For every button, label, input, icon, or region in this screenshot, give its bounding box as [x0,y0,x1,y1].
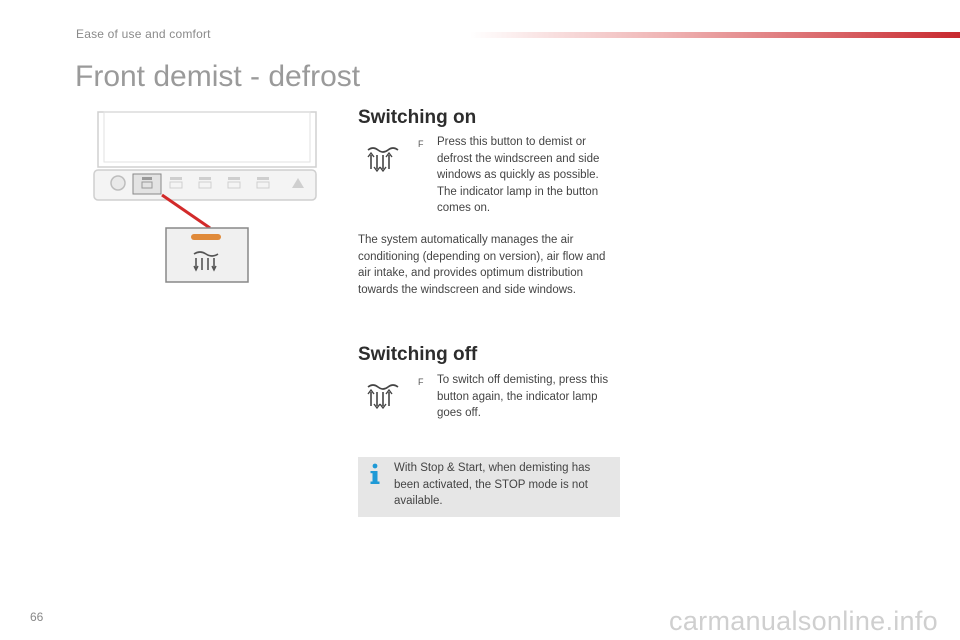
system-description: The system automatically manages the air conditioning (depending on version), air flow and air intake, and provides optimum distribution towards the windscreen and side windows. [358,234,606,296]
bullet-marker: F [418,377,424,387]
info-note-text: With Stop & Start, when demisting has been activated, the STOP mode is not available. [394,462,591,507]
watermark: carmanualsonline.info [669,606,938,636]
bullet-marker: F [418,139,424,149]
page-number: 66 [30,610,44,624]
info-icon [369,463,381,485]
switching-on-instruction: Press this button to demist or defrost the windscreen and side windows as quickly as possible. The indicator lamp in the button comes on. [437,136,600,214]
page-title: Front demist - defrost [75,60,361,93]
control-panel-illustration [90,110,330,290]
section-header: Ease of use and comfort [76,27,211,41]
switching-off-heading: Switching off [358,344,478,365]
info-note [358,457,620,517]
switching-on-heading: Switching on [358,107,477,128]
switching-off-instruction: To switch off demisting, press this button again, the indicator lamp goes off. [437,374,609,419]
header-accent-bar [470,32,960,38]
front-defrost-icon [365,143,399,173]
front-defrost-icon [365,380,399,410]
